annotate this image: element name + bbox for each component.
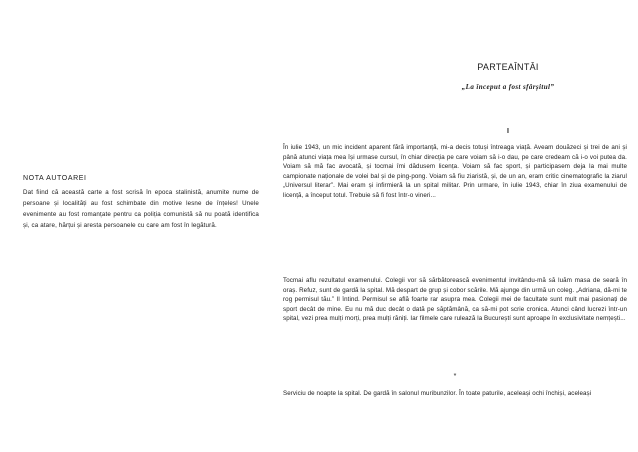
paragraph-3: Serviciu de noapte la spital. De gardă în salonul muribunzilor. În toate paturile, aceleași ochi închiși, aceleași (283, 390, 592, 397)
part-subtitle: „La început a fost sfârșitul” (461, 83, 555, 91)
author-note-title: NOTA AUTOAREI (23, 175, 87, 182)
part-title: PARTEAÎNTÂI (477, 62, 539, 72)
section-separator: * (453, 373, 457, 380)
right-page (283, 0, 638, 452)
chapter-number: I (507, 128, 509, 135)
left-page (0, 0, 300, 452)
paragraph-2: Tocmai aflu rezultatul examenului. Colegii vor să sărbătorească evenimentul invitându-mă să luăm masa de seară în oraș. Refuz, sunt de gardă la spital. Mă despart de grup și cobor scările. Mă ajunge din urmă un coleg. „Adriana, dă-mi te rog permisul tău.” Il întind. Permisul se află foarte rar asupra mea. Colegii mei de facultate sunt mult mai pasionați de sport decât de mine. Eu nu mă duc decât o dată pe săptămână, ca să-mi pot scrie cronica. Atunci când lucrezi într-un spital, vezi prea mulți morți, prea mulți răniți. Iar filmele care rulează la Bucureștí sunt aproape în exclusivitate nemțești... (283, 277, 627, 323)
paragraph-1: În iulie 1943, un mic incident aparent fără importanță, mi-a decis totuși întreaga viață. Aveam douăzeci și trei de ani și până atunci viața mea își urmase cursul, în chiar direcția pe care voiam să i-o dau, pe care credeam că i-o voi putea da. Voiam să mă fac avocată, și tocmai îmi dădusem licența. Voiam să fac sport, și participasem deja la mai multe campionate naționale de volei bal și de ping-pong. Voiam să fiu ziaristă, și, de un an, eram critic cinematografic la ziarul „Universul literar”. Mai eram și infirmieră la un spital militar. Prin urmare, în iulie 1943, chiar în ziua examenului de licență, a început totul. Trebuie să fi fost într-o vineri... (283, 144, 627, 199)
author-note-text: Dat fiind că această carte a fost scrisă în epoca stalinistă, anumite nume de persoane și localități au fost schimbate din motive lesne de înțeles! Unele evenimente au fost romanțate pentru ca poliția comunistă să nu poată identifica și, ca atare, hărțui și aresta persoanele cu care am fost în legătură. (23, 189, 259, 229)
